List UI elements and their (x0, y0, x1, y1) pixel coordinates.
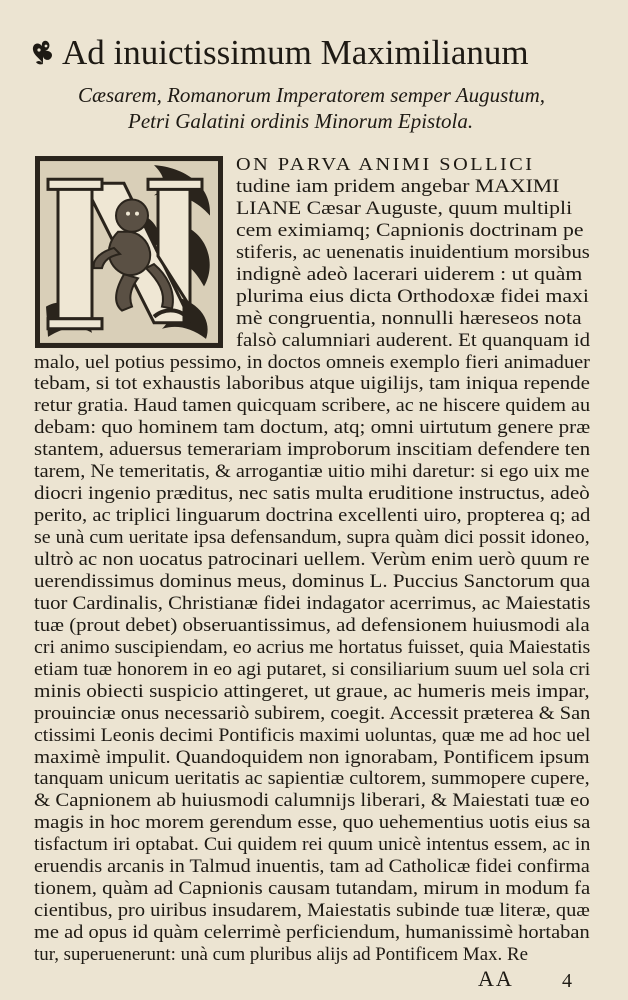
text-line: se unà cum ueritate ipsa defensandum, supra quàm dici possit idoneo, (34, 527, 590, 549)
text-line: tuæ (prout debet) obseruantissimus, ad defensionem huiusmodi ala (34, 614, 590, 636)
heading-subtitle-2: Petri Galatini ordinis Minorum Epistola. (128, 109, 474, 133)
text-line: uerendissimus dominus meus, dominus L. Puccius Sanctorum qua (34, 570, 591, 592)
text-line: me ad opus id quàm celerrimè perficiendum, humanissimè hortaban (34, 922, 590, 944)
heading (30, 32, 610, 76)
signature-mark: AA (478, 966, 514, 991)
text-line: LIANE Cæsar Auguste, quum multipli (236, 197, 573, 219)
text-line: tur, superuenerunt: unà cum pluribus alijs ad Pontificem Max. Re (34, 944, 528, 965)
text-line: ultrò ac non uocatus patrocinari uellem. Verùm enim uerò quum re (34, 549, 590, 570)
text-line: stiferis, ac uenenatis inuidentium morsibus (236, 241, 590, 263)
text-line: tarem, Ne temeritatis, & arrogantiæ uitio mihi daretur: si ego uix me (34, 461, 590, 483)
text-line: mè congruentia, nonnulli hæreseos nota (236, 307, 582, 329)
leaf-fleuron-icon (30, 34, 56, 76)
text-line: tionem, quàm ad Capnionis causam tutandam, mirum in modum fa (34, 878, 591, 900)
heading-subtitle-1: Cæsarem, Romanorum Imperatorem semper Augustum, (78, 83, 546, 107)
text-line: tisfactum iri optabat. Cui quidem rei quum unicè intentus essem, ac in (34, 834, 591, 856)
text-line: prouinciæ onus necessariò subirem, coegit. Accessit præterea & San (34, 702, 591, 724)
text-line: maximè impulit. Quandoquidem non ignorabam, Pontificem ipsum (34, 746, 590, 768)
text-line: diocri ingenio præditus, nec satis multa eruditione instructus, adeò (34, 483, 590, 505)
text-line: perito, ac triplici linguarum doctrina excellenti uiro, propterea q; ad (34, 505, 591, 527)
text-line: cientibus, pro uiribus insudarem, Maiestatis subinde tuæ literæ, quæ (34, 900, 590, 922)
text-line: malo, uel potius pessimo, in doctos omneis exemplo fieri animaduer (34, 351, 590, 373)
text-line: magis in hoc morem gerendum esse, quo uehementius uotis eius sa (34, 812, 591, 834)
text-line: tudine iam pridem angebar MAXIMI (236, 175, 560, 197)
text-line: debam: quo hominem tam doctum, atq; omni uirtutum genere præ (34, 417, 591, 439)
folio-number: 4 (562, 970, 572, 992)
text-line: tebam, si tot exhaustis laboribus atque uigilijs, tam iniqua repende (34, 373, 590, 395)
text-line: minis obiecti suspicio attingeret, ut graue, ac humeris meis impar, (34, 680, 590, 702)
decorated-initial-n (34, 155, 224, 349)
text-line: & Capnionem ab huiusmodi calumnijs liberari, & Maiestati tuæ eo (34, 790, 590, 812)
text-line: plurima eius dicta Orthodoxæ fidei maxi (236, 285, 589, 307)
heading-title: Ad inuictissimum Maximilianum (62, 33, 529, 72)
text-line: retur gratia. Haud tamen quicquam scribere, ac ne hiscere quidem au (34, 395, 591, 417)
text-line: etiam tuæ honorem in eo agi putaret, si consiliarium suum uel sola cri (34, 658, 591, 680)
text-line: cem eximiamq; Capnionis doctrinam pe (236, 219, 584, 241)
text-line: falsò calumniari auderent. Et quanquam id (236, 329, 591, 351)
text-line: tuor Cardinalis, Christianæ fidei indagator acerrimus, ac Maiestatis (34, 592, 591, 614)
text-line: tanquam unicum ueritatis ac sapientiæ cultorem, summopere cupere, (34, 768, 590, 790)
text-line: eruendis arcanis in Talmud inuentis, tam ad Catholicæ fidei confirma (34, 856, 590, 878)
text-line: cri animo suscipiendam, eo acrius me hortatus fuisset, quia Maiestatis (34, 636, 591, 658)
text-line: indignè adeò lacerari uiderem : ut quàm (236, 263, 583, 285)
text-line: stantem, aduersus temerariam improborum inscitiam defendere ten (34, 439, 591, 461)
text-line: ctissimi Leonis decimi Pontificis maximi uoluntas, quæ me ad hoc uel (34, 724, 591, 746)
text-line: ON PARVA ANIMI SOLLICI (236, 154, 535, 174)
